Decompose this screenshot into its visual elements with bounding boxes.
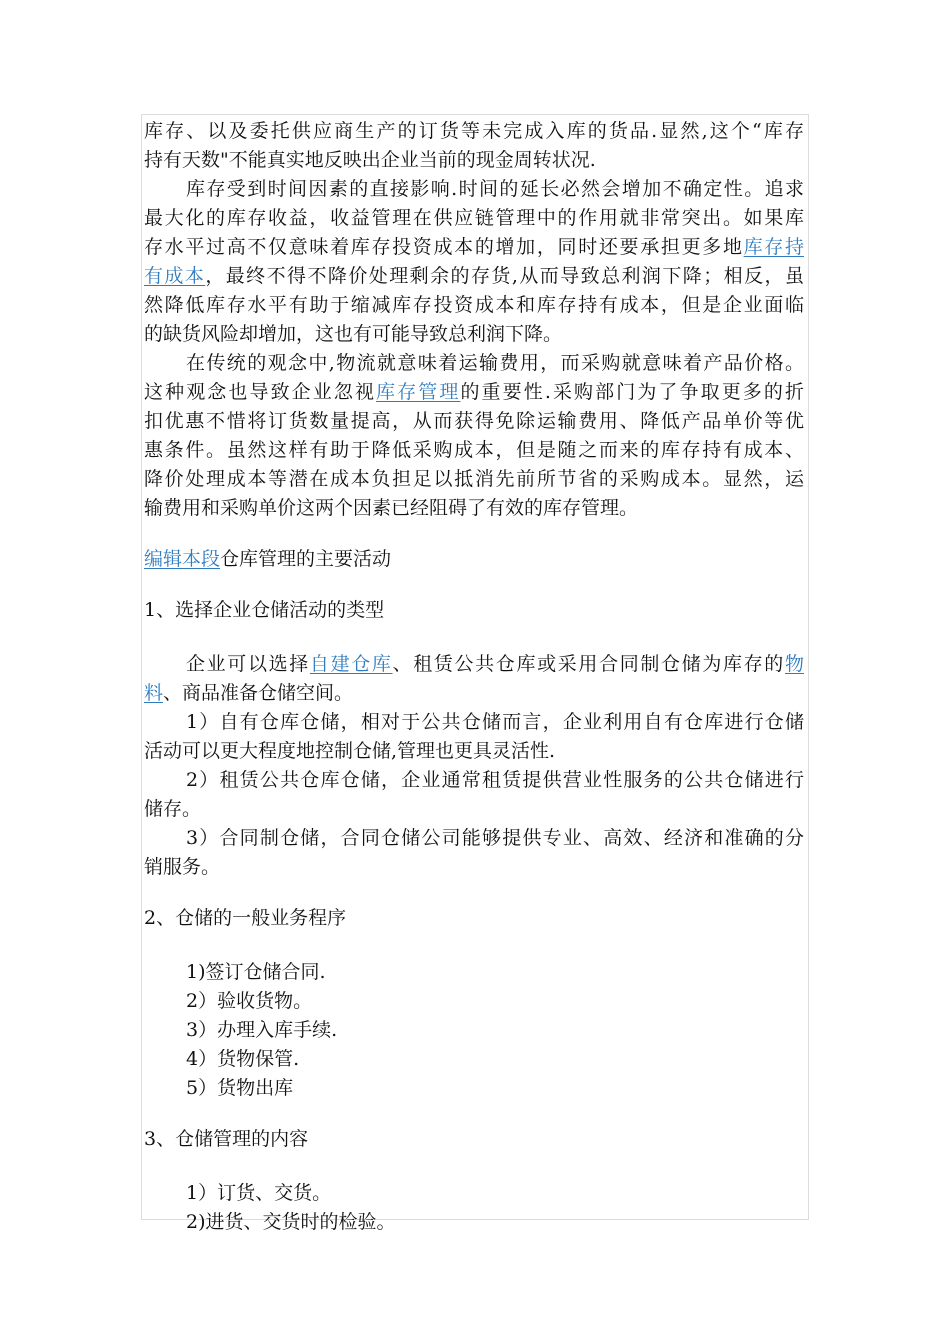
text-line — [144, 378, 804, 407]
text-line: 库存、以及委托供应商生产的订货等未完成入库的货品.显然,这个“库存 — [144, 120, 804, 142]
text-line: 1）自有仓库仓储，相对于公共仓储而言，企业利用自有仓库进行仓储 — [186, 711, 804, 733]
list-item: 1）订货、交货。 — [186, 1182, 332, 1204]
list-item: 3）办理入库手续. — [186, 1019, 338, 1041]
list-item: 2）验收货物。 — [186, 990, 313, 1012]
section-heading — [144, 545, 804, 574]
text-span: 存水平过高不仅意味着库存投资成本的增加，同时还要承担更多地 — [144, 236, 744, 258]
spacer — [144, 523, 804, 545]
spacer — [144, 933, 804, 958]
spacer — [144, 574, 804, 596]
link-materials-cont[interactable]: 料 — [144, 682, 164, 704]
spacer — [144, 1103, 804, 1125]
subsection-heading-1: 1、选择企业仓储活动的类型 — [144, 599, 385, 621]
text-line: 3）合同制仓储，合同仓储公司能够提供专业、高效、经济和准确的分 — [186, 827, 804, 849]
text-line: 然降低库存水平有助于缩减库存投资成本和库存持有成本，但是企业面临 — [144, 294, 804, 316]
text-span: 、商品准备仓储空间。 — [163, 682, 354, 704]
text-line: 降价处理成本等潜在成本负担足以抵消先前所节省的采购成本。显然，运 — [144, 468, 804, 490]
text-line: 输费用和采购单价这两个因素已经阻碍了有效的库存管理。 — [144, 497, 639, 519]
edit-section-link[interactable]: 编辑本段 — [144, 548, 221, 570]
link-self-built-warehouse[interactable]: 自建仓库 — [309, 653, 393, 675]
link-inventory-holding-cost[interactable]: 库存持 — [743, 236, 804, 258]
text-line — [144, 262, 804, 291]
text-line — [144, 679, 804, 708]
spacer — [144, 625, 804, 650]
text-line — [144, 650, 804, 679]
text-line: 的缺货风险却增加，这也有可能导致总利润下降。 — [144, 323, 563, 345]
text-line: 销服务。 — [144, 856, 221, 878]
document-page-frame — [141, 114, 809, 1233]
text-line: 在传统的观念中,物流就意味着运输费用，而采购就意味着产品价格。 — [186, 352, 804, 374]
spacer — [144, 1154, 804, 1179]
text-span: 企业可以选择 — [186, 653, 310, 675]
subsection-heading-3: 3、仓储管理的内容 — [144, 1128, 309, 1150]
subsection-heading-2: 2、仓储的一般业务程序 — [144, 907, 347, 929]
text-span: 的重要性.采购部门为了争取更多的折 — [460, 381, 804, 403]
text-line: 2）租赁公共仓库仓储，企业通常租赁提供营业性服务的公共仓储进行 — [186, 769, 804, 791]
text-line: 扣优惠不惜将订货数量提高，从而获得免除运输费用、降低产品单价等优 — [144, 410, 804, 432]
link-materials[interactable]: 物 — [784, 653, 804, 675]
section-title: 仓库管理的主要活动 — [220, 548, 392, 570]
text-line: 储存。 — [144, 798, 202, 820]
text-span: ，最终不得不降价处理剩余的存货,从而导致总利润下降；相反，虽 — [205, 265, 804, 287]
text-line: 活动可以更大程度地控制仓储,管理也更具灵活性. — [144, 740, 556, 762]
text-span: 这种观念也导致企业忽视 — [144, 381, 377, 403]
text-line: 库存受到时间因素的直接影响.时间的延长必然会增加不确定性。追求 — [186, 178, 804, 200]
list-item: 5）货物出库 — [186, 1077, 294, 1099]
link-inventory-management[interactable]: 库存管理 — [376, 381, 461, 403]
text-line: 最大化的库存收益，收益管理在供应链管理中的作用就非常突出。如果库 — [144, 207, 804, 229]
text-line: 持有天数"不能真实地反映出企业当前的现金周转状况. — [144, 149, 596, 171]
list-item: 4）货物保管. — [186, 1048, 300, 1070]
spacer — [144, 882, 804, 904]
text-line — [144, 233, 804, 262]
article-content — [144, 117, 804, 1237]
list-item: 1)签订仓储合同. — [186, 961, 326, 983]
text-span: 、租赁公共仓库或采用合同制仓储为库存的 — [392, 653, 785, 675]
link-inventory-holding-cost-cont[interactable]: 有成本 — [144, 265, 206, 287]
list-item: 2)进货、交货时的检验。 — [186, 1211, 396, 1233]
text-line: 惠条件。虽然这样有助于降低采购成本，但是随之而来的库存持有成本、 — [144, 439, 804, 461]
